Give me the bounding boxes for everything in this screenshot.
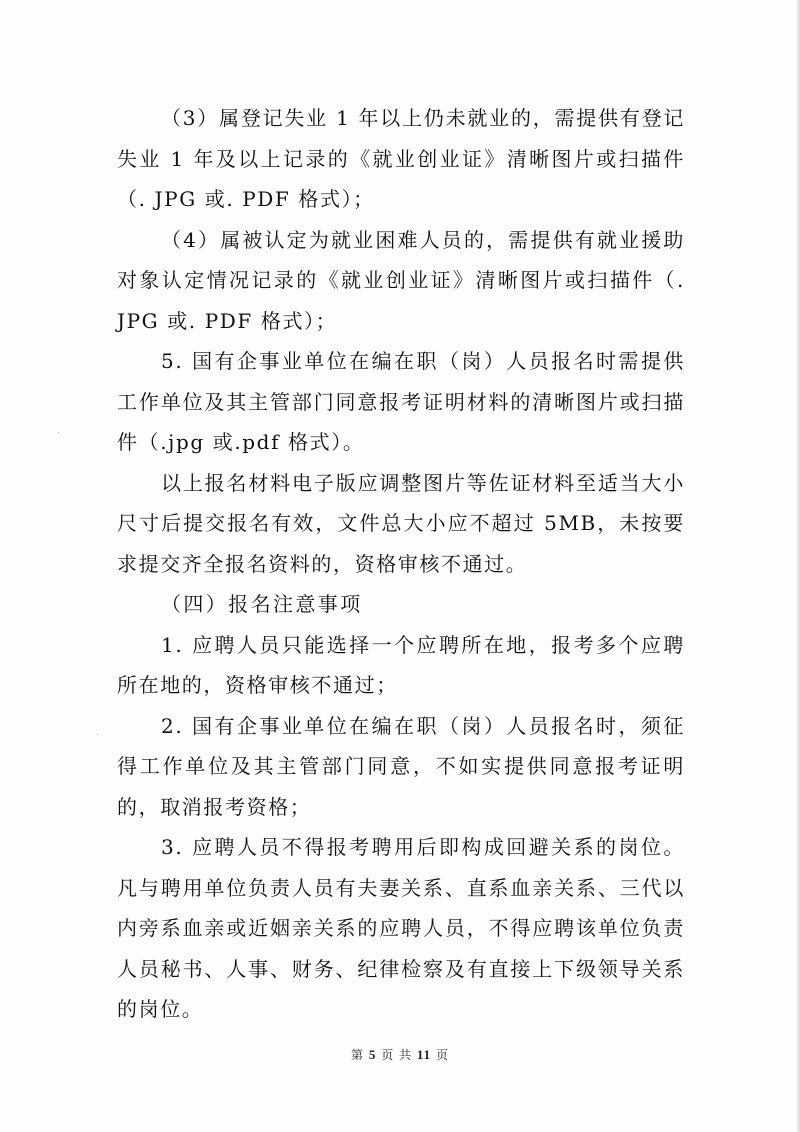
paragraph-employment-difficulty: （4）属被认定为就业困难人员的，需提供有就业援助对象认定情况记录的《就业创业证》清晰图片或扫描件（. JPG 或. PDF 格式）； [117,227,685,333]
paragraph-state-owned-staff: 5. 国有企事业单位在编在职（岗）人员报名时需提供工作单位及其主管部门同意报考证明材料的清晰图片或扫描件（.jpg 或.pdf 格式）。 [117,349,685,454]
total-page-number: 11 [416,1047,432,1062]
document-body [117,98,685,1030]
footer-suffix: 页 [435,1048,449,1062]
paragraph-file-size-requirement: 以上报名材料电子版应调整图片等佐证材料至适当大小尺寸后提交报名有效，文件总大小应不超过 5MB，未按要求提交齐全报名资料的，资格审核不通过。 [117,470,685,576]
current-page-number: 5 [368,1047,377,1062]
list-item-employer-consent: 2. 国有企事业单位在编在职（岗）人员报名时，须征得工作单位及其主管部门同意，不如实提供同意报考证明的，取消报考资格； [117,713,685,819]
scan-speck [58,432,59,433]
paragraph-unemployed-over-one-year: （3）属登记失业 1 年以上仍未就业的，需提供有登记失业 1 年及以上记录的《就业创业证》清晰图片或扫描件（. JPG 或. PDF 格式）； [117,106,685,211]
list-item-single-location: 1. 应聘人员只能选择一个应聘所在地，报考多个应聘所在地的，资格审核不通过； [117,632,685,697]
section-heading-registration-notes: （四）报名注意事项 [161,592,363,616]
page-footer [0,1046,800,1063]
list-item-avoidance-rule: 3. 应聘人员不得报考聘用后即构成回避关系的岗位。凡与聘用单位负责人员有夫妻关系、直系血亲关系、三代以内旁系血亲或近姻亲关系的应聘人员，不得应聘该单位负责人员秘书、人事、财务、纪律检察及有直接上下级领导关系的岗位。 [117,835,685,1021]
scan-speck [97,734,98,735]
footer-middle: 页 共 [381,1048,413,1062]
footer-prefix: 第 [351,1048,365,1062]
